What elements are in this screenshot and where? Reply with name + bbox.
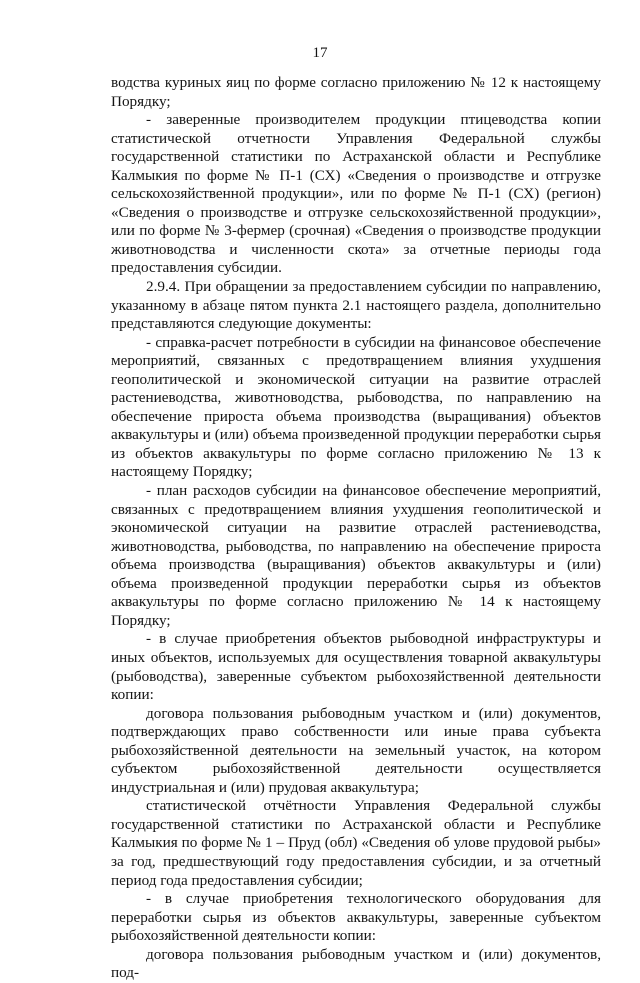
paragraph-poultry-statistics: - заверенные производителем продукции птицеводства копии статистической отчетности Управления Федеральной службы государственной статистики по Астраханской области и Республике Калмыкия по форме № П-1 (СХ) «Сведения о производстве и отгрузке сельскохозяйственной продукции», или по форме № П-1 (СХ) (регион) «Сведения о производстве и отгрузке сельскохозяйственной продукции», или по форме № 3-фермер (срочная) «Сведения о производстве продукции животноводства и численности скота» за отчетные периоды года предоставления субсидии. xyxy=(111,111,601,277)
paragraph-pond-fish-statistics: статистической отчётности Управления Федеральной службы государственной статистики по Астраханской области и Республике Калмыкия по форме № 1 – Пруд (обл) «Сведения об улове прудовой рыбы» за год, предшествующий году предоставления субсидии, и за отчетный период года предоставления субсидии; xyxy=(111,797,601,889)
page-number: 17 xyxy=(312,45,328,61)
paragraph-subsidy-calculation: - справка-расчет потребности в субсидии на финансовое обеспечение мероприятий, связанных с предотвращением влияния ухудшения геополитической и экономической ситуации на развитие отраслей растениеводства, животноводства, рыбоводства, по направлению на обеспечение прироста объема производства (выращивания) объектов аквакультуры и (или) объема произведенной продукции переработки сырья из объектов аквакультуры по форме согласно приложению № 13 к настоящему Порядку; xyxy=(111,333,601,481)
paragraph-fish-plot-contract: договора пользования рыбоводным участком и (или) документов, подтверждающих право собственности или иные права субъекта рыбохозяйственной деятельности на земельный участок, на котором субъектом рыбохозяйственной деятельности осуществляется индустриальная и (или) прудовая аквакультура; xyxy=(111,704,601,796)
paragraph-fish-plot-contract-continued: договора пользования рыбоводным участком и (или) документов, под- xyxy=(111,945,601,982)
paragraph-continuation: водства куриных яиц по форме согласно приложению № 12 к настоящему Порядку; xyxy=(111,74,601,110)
paragraph-expense-plan: - план расходов субсидии на финансовое обеспечение мероприятий, связанных с предотвращением влияния ухудшения геополитической и экономической ситуации на развитие отраслей растениеводства, животноводства, рыбоводства, по направлению на обеспечение прироста объема производства (выращивания) объектов аквакультуры и (или) объема произведенной продукции переработки сырья из объектов аквакультуры по форме согласно приложению № 14 к настоящему Порядку; xyxy=(111,482,601,629)
paragraph-fish-infrastructure: - в случае приобретения объектов рыбоводной инфраструктуры и иных объектов, используемых для осуществления товарной аквакультуры (рыбоводства), заверенные субъектом рыбохозяйственной деятельности копии: xyxy=(111,630,601,704)
document-body xyxy=(111,74,601,983)
paragraph-clause-2-9-4: 2.9.4. При обращении за предоставлением субсидии по направлению, указанному в абзаце пятом пункта 2.1 настоящего раздела, дополнительно представляются следующие документы: xyxy=(111,278,601,333)
paragraph-processing-equipment: - в случае приобретения технологического оборудования для переработки сырья из объектов аквакультуры, заверенные субъектом рыбохозяйственной деятельности копии: xyxy=(111,890,601,945)
